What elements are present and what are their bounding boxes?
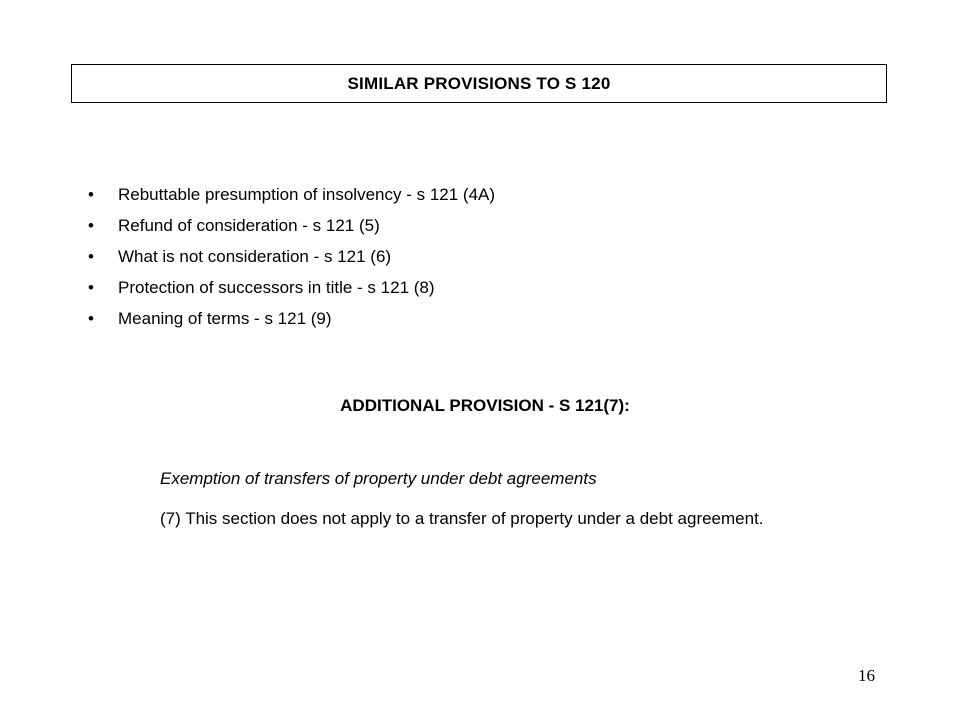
bullet-text: What is not consideration - s 121 (6) xyxy=(118,246,392,266)
bullet-marker: • xyxy=(88,184,94,204)
bullet-text: Rebuttable presumption of insolvency - s 121 (4A) xyxy=(118,184,496,204)
bullet-text: Refund of consideration - s 121 (5) xyxy=(118,215,380,235)
bullet-marker: • xyxy=(88,277,94,297)
slide-title: SIMILAR PROVISIONS TO S 120 xyxy=(347,73,611,93)
exemption-title: Exemption of transfers of property under debt agreements xyxy=(160,469,597,488)
provisions-bullet-list xyxy=(88,179,495,334)
additional-provision-heading: ADDITIONAL PROVISION - S 121(7): xyxy=(340,396,630,415)
bullet-item xyxy=(88,303,495,334)
slide-title-box xyxy=(71,64,887,103)
bullet-item xyxy=(88,241,495,272)
bullet-text: Meaning of terms - s 121 (9) xyxy=(118,308,332,328)
bullet-item xyxy=(88,272,495,303)
page-number: 16 xyxy=(858,666,875,685)
bullet-marker: • xyxy=(88,308,94,328)
bullet-item xyxy=(88,210,495,241)
bullet-item xyxy=(88,179,495,210)
bullet-marker: • xyxy=(88,246,94,266)
bullet-text: Protection of successors in title - s 121 (8) xyxy=(118,277,435,297)
bullet-marker: • xyxy=(88,215,94,235)
exemption-text: (7) This section does not apply to a transfer of property under a debt agreement. xyxy=(160,509,764,528)
